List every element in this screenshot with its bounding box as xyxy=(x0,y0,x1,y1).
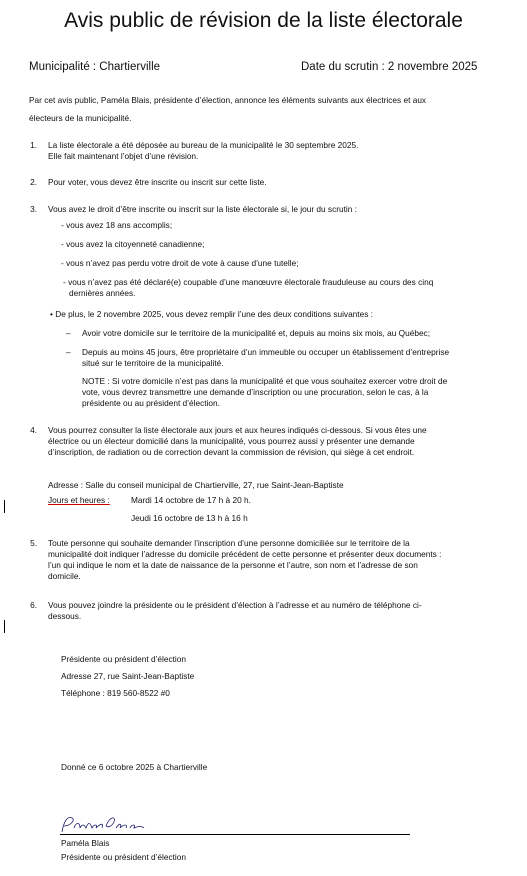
contact-title: Présidente ou président d’élection xyxy=(61,654,186,664)
item-4-line-3: d’inscription, de radiation ou de correction devant la commission de révision, qui siège à cet endroit. xyxy=(48,447,415,457)
item-2-number: 2. xyxy=(30,177,37,187)
item-3-sub-3: - vous n’avez pas perdu votre droit de vote à cause d’une tutelle; xyxy=(61,258,299,268)
item-4-line-1: Vous pourrez consulter la liste électorale aux jours et aux heures indiqués ci-dessous. Si vous êtes une xyxy=(48,425,427,435)
hours-line-2: Jeudi 16 octobre de 13 h à 16 h xyxy=(131,513,248,523)
address-line: Adresse : Salle du conseil municipal de Chartierville, 27, rue Saint-Jean-Baptiste xyxy=(48,480,344,490)
margin-mark xyxy=(4,620,5,633)
note-line-1: NOTE : Si votre domicile n’est pas dans la municipalité et que vous souhaitez exercer votre droit de xyxy=(82,376,448,386)
item-1-number: 1. xyxy=(30,140,37,150)
item-6-line-2: dessous. xyxy=(48,611,82,621)
note-line-2: vote, vous devrez transmettre une demande d’inscription ou une procuration, selon le cas, à la xyxy=(82,387,429,397)
contact-address: Adresse 27, rue Saint-Jean-Baptiste xyxy=(61,671,195,681)
hours-line-1: Mardi 14 octobre de 17 h à 20 h. xyxy=(131,495,251,505)
signer-name: Paméla Blais xyxy=(61,838,110,848)
item-4-line-2: électrice ou un électeur domicilié dans la municipalité, vous pourrez aussi y présenter une demande xyxy=(48,436,415,446)
item-3-sub-2: - vous avez la citoyenneté canadienne; xyxy=(61,239,205,249)
condition-1-dash: – xyxy=(66,328,71,338)
signature-line xyxy=(60,834,410,835)
item-5-number: 5. xyxy=(30,538,37,548)
condition-2-dash: – xyxy=(66,347,71,357)
item-6-number: 6. xyxy=(30,600,37,610)
handwritten-signature xyxy=(58,812,158,836)
item-3-sub-4-line-1: - vous n’avez pas été déclaré(e) coupable d’une manœuvre électorale frauduleuse au cours des cinq xyxy=(63,277,434,287)
page-title: Avis public de révision de la liste électorale xyxy=(64,9,463,32)
item-5-line-4: domicile. xyxy=(48,571,81,581)
election-date-label: Date du scrutin : 2 novembre 2025 xyxy=(301,61,478,73)
item-5-line-2: municipalité doit indiquer l’adresse du domicile précédent de cette personne et présenter deux documents : xyxy=(48,549,442,559)
item-1-line-1: La liste électorale a été déposée au bureau de la municipalité le 30 septembre 2025. xyxy=(48,140,359,150)
hours-label: Jours et heures : xyxy=(48,495,110,505)
municipality-label: Municipalité : Chartierville xyxy=(29,61,161,73)
item-6-line-1: Vous pouvez joindre la présidente ou le président d’élection à l’adresse et au numéro de téléphone ci- xyxy=(48,600,422,610)
item-4-number: 4. xyxy=(30,425,37,435)
condition-2-line-1: Depuis au moins 45 jours, être propriétaire d’un immeuble ou occuper un établissement d’entreprise xyxy=(82,347,450,357)
item-2-text: Pour voter, vous devez être inscrite ou inscrit sur cette liste. xyxy=(48,177,267,187)
intro-line-1: Par cet avis public, Paméla Blais, présidente d’élection, annonce les éléments suivants aux électrices et aux xyxy=(29,95,427,105)
item-5-line-3: l’un qui indique le nom et la date de naissance de la personne et l’autre, son nom et l’adresse de son xyxy=(48,560,418,570)
intro-line-2: électeurs de la municipalité. xyxy=(29,113,132,123)
item-5-line-1: Toute personne qui souhaite demander l’inscription d’une personne domiciliée sur le territoire de la xyxy=(48,538,410,548)
item-3-sub-1: - vous avez 18 ans accomplis; xyxy=(61,220,173,230)
condition-1-text: Avoir votre domicile sur le territoire de la municipalité et, depuis au moins six mois, au Québec; xyxy=(82,328,431,338)
contact-phone: Téléphone : 819 560-8522 #0 xyxy=(61,688,170,698)
condition-2-line-2: situé sur le territoire de la municipalité. xyxy=(82,358,224,368)
margin-mark xyxy=(4,500,5,513)
item-3-bullet: • De plus, le 2 novembre 2025, vous devez remplir l’une des deux conditions suivantes : xyxy=(50,309,373,319)
item-3-text: Vous avez le droit d’être inscrite ou inscrit sur la liste électorale si, le jour du scrutin : xyxy=(48,204,357,214)
item-3-number: 3. xyxy=(30,204,37,214)
item-3-sub-4-line-2: dernières années. xyxy=(69,288,136,298)
item-1-line-2: Elle fait maintenant l’objet d’une révision. xyxy=(48,151,199,161)
note-line-3: présidente ou au président d’élection. xyxy=(82,398,220,408)
signer-role: Présidente ou président d’élection xyxy=(61,852,186,862)
given-at: Donné ce 6 octobre 2025 à Chartierville xyxy=(61,762,208,772)
